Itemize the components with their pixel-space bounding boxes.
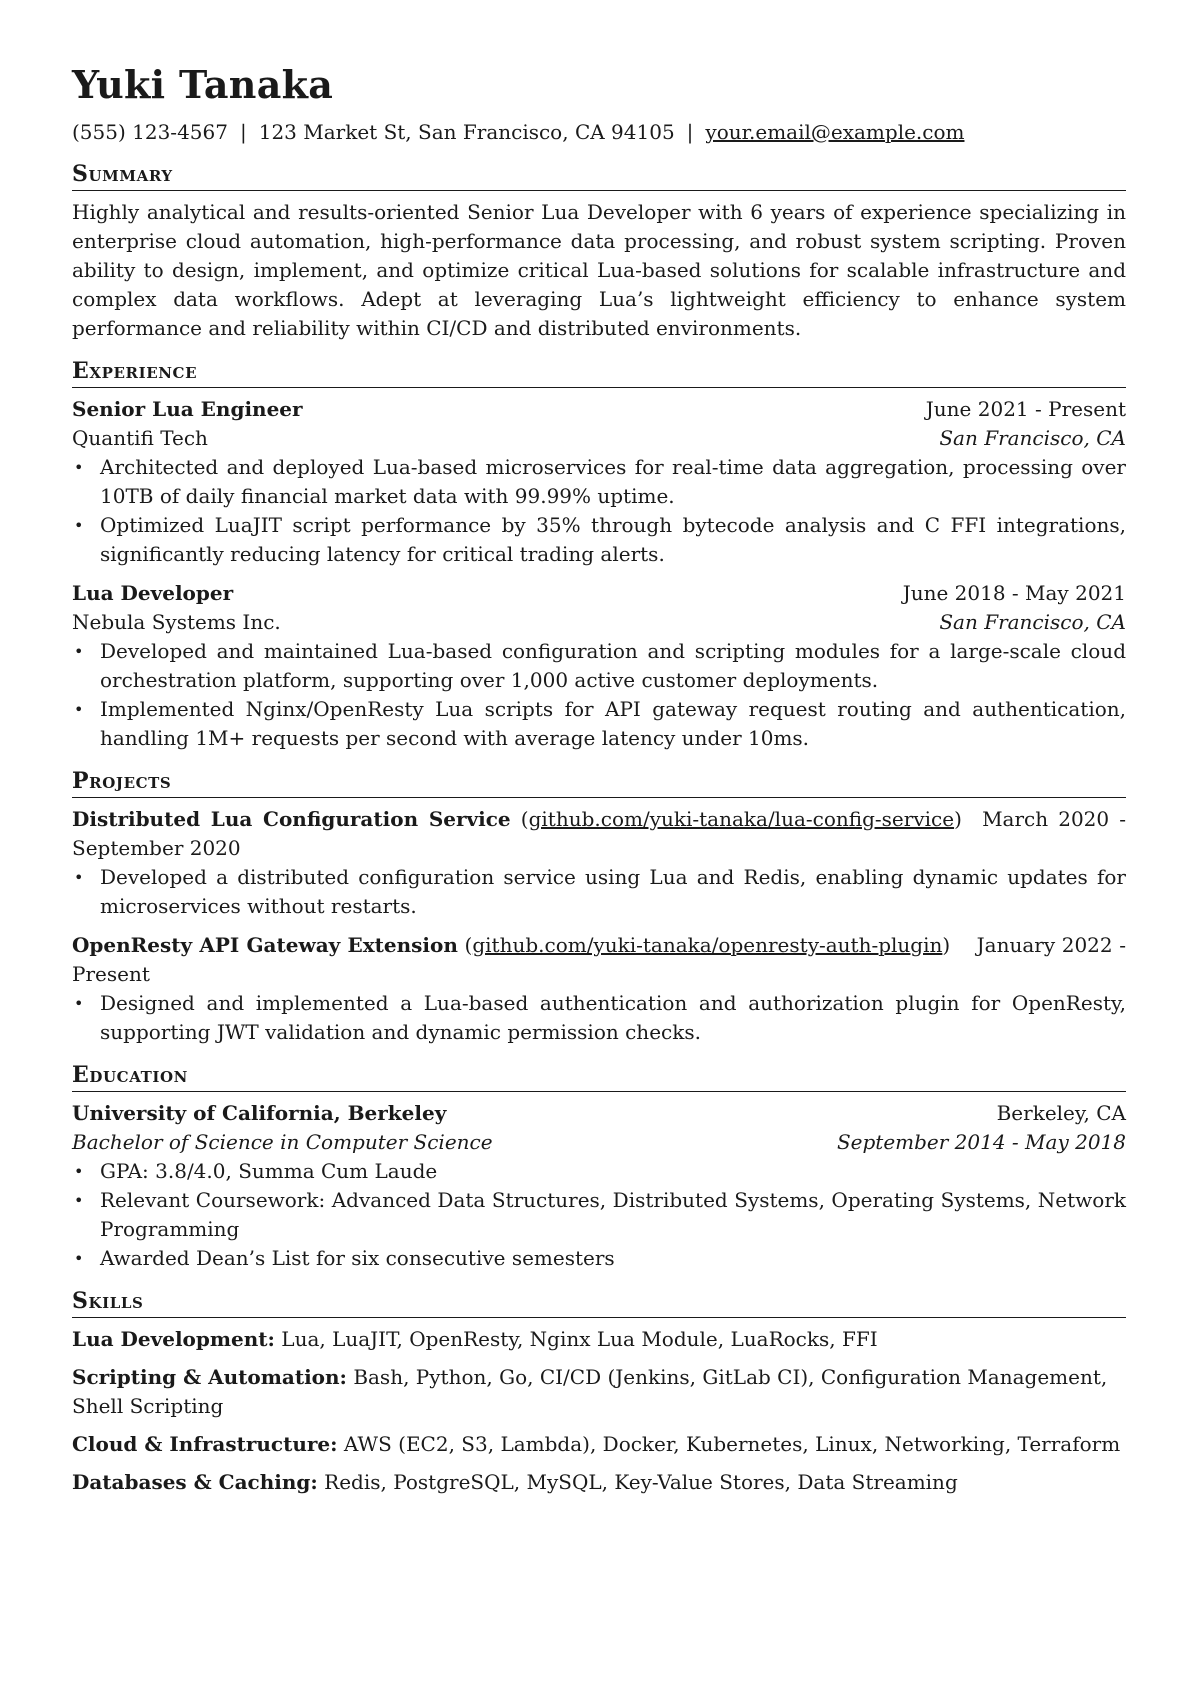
contact-line <box>72 118 1126 146</box>
job-company: Nebula Systems Inc. <box>72 610 281 634</box>
section-title-summary: Summary <box>72 159 1126 191</box>
education-dates: September 2014 - May 2018 <box>836 1130 1126 1154</box>
experience-entry <box>72 395 1126 569</box>
skill-value: AWS (EC2, S3, Lambda), Docker, Kubernetes, Linux, Networking, Terraform <box>343 1432 1121 1456</box>
list-item: • Developed and maintained Lua-based configuration and scripting modules for a large-scale cloud orchestration platform, supporting over 1,000 active customer deployments. <box>100 637 1126 695</box>
list-item: • GPA: 3.8/4.0, Summa Cum Laude <box>100 1157 1126 1186</box>
list-item: • Architected and deployed Lua-based microservices for real-time data aggregation, processing over 10TB of daily financial market data with 99.99% uptime. <box>100 453 1126 511</box>
phone-number: (555) 123-4567 <box>72 120 228 144</box>
candidate-name: Yuki Tanaka <box>72 62 334 107</box>
project-header: OpenResty API Gateway Extension (github.com/yuki-tanaka/openresty-auth-plugin) January 2022 - Present <box>72 933 1127 986</box>
section-title-education: Education <box>72 1060 1126 1092</box>
skill-value: Redis, PostgreSQL, MySQL, Key-Value Stores, Data Streaming <box>324 1470 958 1494</box>
section-title-projects: Projects <box>72 766 1126 798</box>
skill-line <box>72 1430 1126 1459</box>
list-item: • Developed a distributed configuration service using Lua and Redis, enabling dynamic updates for microservices without restarts. <box>100 863 1126 921</box>
skill-line <box>72 1363 1126 1421</box>
project-header: Distributed Lua Configuration Service (github.com/yuki-tanaka/lua-config-service) March 2020 - September 2020 <box>72 807 1126 860</box>
project-dates: January 2022 - Present <box>72 933 1127 986</box>
job-bullets <box>72 453 1126 569</box>
project-link[interactable]: github.com/yuki-tanaka/openresty-auth-plugin <box>472 933 943 957</box>
education-entry <box>72 1099 1126 1273</box>
skill-value: Bash, Python, Go, CI/CD (Jenkins, GitLab CI), Configuration Management, Shell Scripting <box>72 1365 1108 1418</box>
project-dates: March 2020 - September 2020 <box>72 807 1126 860</box>
skill-line <box>72 1325 1126 1354</box>
project-entry <box>72 805 1126 921</box>
job-company: Quantifi Tech <box>72 426 208 450</box>
degree: Bachelor of Science in Computer Science <box>72 1130 493 1154</box>
education-subheader <box>72 1128 1126 1157</box>
job-location: San Francisco, CA <box>939 426 1126 450</box>
skill-value: Lua, LuaJIT, OpenResty, Nginx Lua Module, LuaRocks, FFI <box>281 1327 878 1351</box>
section-title-experience: Experience <box>72 356 1126 388</box>
skill-label: Scripting & Automation: <box>72 1365 347 1389</box>
job-header <box>72 395 1126 424</box>
job-location: San Francisco, CA <box>939 610 1126 634</box>
experience-entry <box>72 579 1126 753</box>
list-item: • Optimized LuaJIT script performance by 35% through bytecode analysis and C FFI integrations, significantly reducing latency for critical trading alerts. <box>100 511 1126 569</box>
skill-line <box>72 1468 1126 1497</box>
job-bullets <box>72 637 1126 753</box>
job-header <box>72 579 1126 608</box>
job-role: Lua Developer <box>72 581 234 605</box>
education-header <box>72 1099 1126 1128</box>
job-dates: June 2021 - Present <box>925 397 1126 421</box>
email-link[interactable]: your.email@example.com <box>705 120 965 144</box>
list-item: • Designed and implemented a Lua-based authentication and authorization plugin for OpenResty, supporting JWT validation and dynamic permission checks. <box>100 989 1126 1047</box>
project-bullets <box>72 989 1126 1047</box>
skill-label: Databases & Caching: <box>72 1470 318 1494</box>
job-dates: June 2018 - May 2021 <box>902 581 1126 605</box>
list-item: • Implemented Nginx/OpenResty Lua scripts for API gateway request routing and authentication, handling 1M+ requests per second with average latency under 10ms. <box>100 695 1126 753</box>
education-bullets <box>72 1157 1126 1273</box>
project-entry <box>72 931 1126 1047</box>
section-title-skills: Skills <box>72 1286 1126 1318</box>
job-subheader <box>72 424 1126 453</box>
project-name: OpenResty API Gateway Extension <box>72 933 458 957</box>
summary-text: Highly analytical and results-oriented Senior Lua Developer with 6 years of experience specializing in enterprise cloud automation, high-performance data processing, and robust system scripting. Proven ability to design, implement, and optimize critical Lua-based solutions for scalable infrastructure and complex data workflows. Adept at leveraging Lua’s lightweight efficiency to enhance system performance and reliability within CI/CD and distributed environments. <box>72 200 1126 340</box>
contact-separator: | <box>239 120 247 144</box>
list-item: • Relevant Coursework: Advanced Data Structures, Distributed Systems, Operating Systems, Network Programming <box>100 1186 1126 1244</box>
school-name: University of California, Berkeley <box>72 1101 447 1125</box>
skill-label: Cloud & Infrastructure: <box>72 1432 338 1456</box>
project-bullets <box>72 863 1126 921</box>
school-location: Berkeley, CA <box>996 1101 1126 1125</box>
skill-label: Lua Development: <box>72 1327 275 1351</box>
job-role: Senior Lua Engineer <box>72 397 303 421</box>
job-subheader <box>72 608 1126 637</box>
contact-separator: | <box>686 120 694 144</box>
project-name: Distributed Lua Configuration Service <box>72 807 511 831</box>
list-item: • Awarded Dean’s List for six consecutive semesters <box>100 1244 1126 1273</box>
address: 123 Market St, San Francisco, CA 94105 <box>258 120 675 144</box>
project-link[interactable]: github.com/yuki-tanaka/lua-config-service <box>528 807 955 831</box>
